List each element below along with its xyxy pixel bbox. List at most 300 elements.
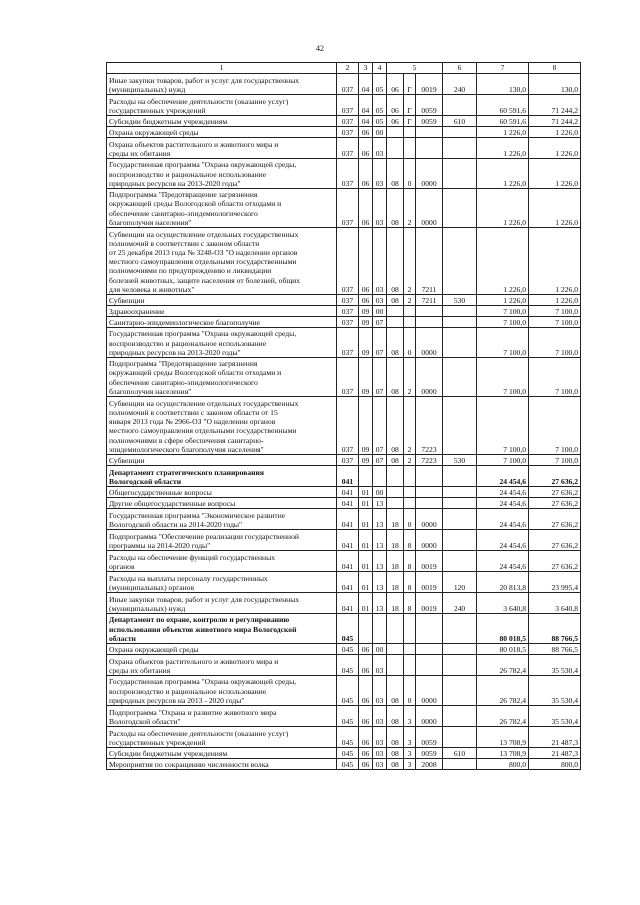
row-c8-cell: 27 636,2 xyxy=(529,466,581,487)
row-c8-cell: 800,0 xyxy=(529,759,581,770)
row-c3-cell: 06 xyxy=(359,655,373,676)
row-c8-cell: 7 100,0 xyxy=(529,306,581,317)
table-row xyxy=(107,306,581,317)
table-row xyxy=(107,509,581,530)
row-c7-cell: 24 454,6 xyxy=(477,487,529,498)
row-c7-cell: 7 100,0 xyxy=(477,455,529,466)
row-c3-cell: 09 xyxy=(359,317,373,328)
row-c2-cell: 045 xyxy=(337,727,359,748)
row-p3-cell xyxy=(416,644,443,655)
row-p1-cell: 08 xyxy=(387,455,404,466)
row-c3-cell: 09 xyxy=(359,397,373,455)
row-p2-cell: 0 xyxy=(404,676,416,706)
row-name-cell: Подпрограмма "Охрана и развитие животного мира Вологодской области" xyxy=(107,706,337,727)
row-name-cell: Здравоохранение xyxy=(107,306,337,317)
row-c4-cell: 03 xyxy=(373,295,387,306)
row-c7-cell: 60 591,6 xyxy=(477,95,529,116)
table-row xyxy=(107,655,581,676)
row-c3-cell: 04 xyxy=(359,95,373,116)
table-row xyxy=(107,727,581,748)
row-c8-cell: 1 226,0 xyxy=(529,189,581,228)
row-p1-cell: 08 xyxy=(387,295,404,306)
row-c2-cell: 041 xyxy=(337,572,359,593)
row-c3-cell: 01 xyxy=(359,498,373,509)
header-cell: 6 xyxy=(443,63,477,74)
row-p2-cell: 0 xyxy=(404,509,416,530)
row-c3-cell: 01 xyxy=(359,593,373,614)
row-c4-cell: 03 xyxy=(373,727,387,748)
row-c7-cell: 800,0 xyxy=(477,759,529,770)
row-p3-cell: 0059 xyxy=(416,727,443,748)
row-p1-cell: 18 xyxy=(387,551,404,572)
row-c4-cell xyxy=(373,614,387,644)
row-c8-cell: 7 100,0 xyxy=(529,358,581,397)
row-c6-cell xyxy=(443,487,477,498)
row-c6-cell xyxy=(443,159,477,189)
table-row xyxy=(107,572,581,593)
row-c6-cell xyxy=(443,466,477,487)
row-p3-cell: 7211 xyxy=(416,295,443,306)
row-p3-cell: 7223 xyxy=(416,455,443,466)
table-row xyxy=(107,127,581,138)
row-c6-cell xyxy=(443,306,477,317)
row-c4-cell: 03 xyxy=(373,189,387,228)
row-c8-cell: 23 995,4 xyxy=(529,572,581,593)
row-c4-cell: 13 xyxy=(373,572,387,593)
row-c6-cell xyxy=(443,317,477,328)
row-c3-cell: 06 xyxy=(359,727,373,748)
row-p2-cell xyxy=(404,498,416,509)
row-c8-cell: 1 226,0 xyxy=(529,138,581,159)
header-cell: 3 xyxy=(359,63,373,74)
row-c2-cell: 037 xyxy=(337,116,359,127)
table-row xyxy=(107,498,581,509)
row-c7-cell: 24 454,6 xyxy=(477,551,529,572)
row-p3-cell: 0000 xyxy=(416,530,443,551)
row-c2-cell: 041 xyxy=(337,530,359,551)
row-c2-cell: 037 xyxy=(337,328,359,358)
row-name-cell: Расходы на обеспечение функций государственных органов xyxy=(107,551,337,572)
row-c4-cell: 07 xyxy=(373,397,387,455)
row-c2-cell: 037 xyxy=(337,306,359,317)
row-p3-cell: 0000 xyxy=(416,706,443,727)
row-c7-cell: 24 454,6 xyxy=(477,509,529,530)
row-c4-cell: 05 xyxy=(373,116,387,127)
row-c3-cell: 01 xyxy=(359,530,373,551)
row-name-cell: Субвенции на осуществление отдельных государственных полномочий в соответствии с законом области от 25 декабря 2013 года № 3248-ОЗ "О наделении органов местного самоуправления отдельными государственными полномочиями по предупреждению и ликвидации болезней животных, защите населения от болезней, общих для человека и животных" xyxy=(107,228,337,295)
row-c6-cell xyxy=(443,614,477,644)
row-c8-cell: 71 244,2 xyxy=(529,116,581,127)
row-c2-cell: 037 xyxy=(337,228,359,295)
table-row xyxy=(107,748,581,759)
row-p3-cell: 7211 xyxy=(416,228,443,295)
row-p2-cell: 8 xyxy=(404,572,416,593)
row-name-cell: Государственная программа "Охрана окружающей среды, воспроизводство и рациональное использование природных ресурсов на 2013-2020 годы" xyxy=(107,328,337,358)
row-p1-cell: 08 xyxy=(387,676,404,706)
table-row xyxy=(107,228,581,295)
row-c7-cell: 7 100,0 xyxy=(477,328,529,358)
row-c2-cell: 037 xyxy=(337,138,359,159)
row-c2-cell: 045 xyxy=(337,644,359,655)
row-c2-cell: 045 xyxy=(337,676,359,706)
row-c4-cell: 13 xyxy=(373,530,387,551)
row-p3-cell: 0000 xyxy=(416,328,443,358)
row-name-cell: Расходы на выплаты персоналу государственных (муниципальных) органов xyxy=(107,572,337,593)
table-row xyxy=(107,328,581,358)
row-c4-cell: 03 xyxy=(373,748,387,759)
row-p3-cell: 7223 xyxy=(416,397,443,455)
row-name-cell: Субсидии бюджетным учреждениям xyxy=(107,748,337,759)
row-p1-cell: 08 xyxy=(387,397,404,455)
row-c7-cell: 3 640,8 xyxy=(477,593,529,614)
header-cell: 2 xyxy=(337,63,359,74)
row-c6-cell: 610 xyxy=(443,116,477,127)
row-c7-cell: 26 782,4 xyxy=(477,706,529,727)
row-p3-cell: 2008 xyxy=(416,759,443,770)
row-c4-cell: 03 xyxy=(373,706,387,727)
row-p2-cell: 3 xyxy=(404,706,416,727)
row-name-cell: Иные закупки товаров, работ и услуг для государственных (муниципальных) нужд xyxy=(107,74,337,95)
header-cell: 7 xyxy=(477,63,529,74)
row-c7-cell: 7 100,0 xyxy=(477,358,529,397)
row-c7-cell: 24 454,6 xyxy=(477,530,529,551)
row-c8-cell: 27 636,2 xyxy=(529,530,581,551)
row-c3-cell: 06 xyxy=(359,759,373,770)
row-c6-cell xyxy=(443,95,477,116)
row-name-cell: Субсидии бюджетным учреждениям xyxy=(107,116,337,127)
row-c7-cell: 1 226,0 xyxy=(477,159,529,189)
row-c6-cell xyxy=(443,759,477,770)
row-p1-cell: 08 xyxy=(387,159,404,189)
row-c7-cell: 13 708,9 xyxy=(477,748,529,759)
row-p2-cell xyxy=(404,127,416,138)
row-c3-cell: 06 xyxy=(359,138,373,159)
row-p1-cell xyxy=(387,127,404,138)
row-c4-cell: 03 xyxy=(373,159,387,189)
row-c2-cell: 041 xyxy=(337,487,359,498)
row-p1-cell: 18 xyxy=(387,530,404,551)
row-c2-cell: 037 xyxy=(337,358,359,397)
row-c4-cell: 13 xyxy=(373,593,387,614)
row-name-cell: Субвенции xyxy=(107,295,337,306)
row-p1-cell: 06 xyxy=(387,116,404,127)
row-c4-cell: 13 xyxy=(373,551,387,572)
row-p3-cell xyxy=(416,317,443,328)
row-c7-cell: 24 454,6 xyxy=(477,498,529,509)
row-name-cell: Подпрограмма "Обеспечение реализации государственной программы на 2014-2020 годы" xyxy=(107,530,337,551)
row-p2-cell xyxy=(404,644,416,655)
row-c7-cell: 7 100,0 xyxy=(477,317,529,328)
row-c6-cell xyxy=(443,189,477,228)
row-c2-cell: 037 xyxy=(337,455,359,466)
row-name-cell: Департамент по охране, контролю и регулированию использования объектов животного мира Вологодской области xyxy=(107,614,337,644)
row-c8-cell: 3 640,8 xyxy=(529,593,581,614)
row-c4-cell: 07 xyxy=(373,317,387,328)
row-c8-cell: 35 530,4 xyxy=(529,655,581,676)
row-c4-cell: 00 xyxy=(373,644,387,655)
row-c6-cell: 530 xyxy=(443,295,477,306)
row-p2-cell: Г xyxy=(404,116,416,127)
row-c2-cell: 041 xyxy=(337,551,359,572)
row-p2-cell: Г xyxy=(404,74,416,95)
row-c8-cell: 21 487,3 xyxy=(529,748,581,759)
row-c7-cell: 7 100,0 xyxy=(477,397,529,455)
row-p2-cell: 0 xyxy=(404,159,416,189)
row-c3-cell: 06 xyxy=(359,644,373,655)
row-p3-cell xyxy=(416,127,443,138)
table-row xyxy=(107,317,581,328)
row-p1-cell xyxy=(387,138,404,159)
row-name-cell: Охрана окружающей среды xyxy=(107,644,337,655)
row-c7-cell: 20 813,8 xyxy=(477,572,529,593)
row-c2-cell: 041 xyxy=(337,593,359,614)
row-c3-cell xyxy=(359,466,373,487)
row-c6-cell: 530 xyxy=(443,455,477,466)
row-c3-cell: 06 xyxy=(359,189,373,228)
row-c2-cell: 037 xyxy=(337,95,359,116)
row-c7-cell: 130,0 xyxy=(477,74,529,95)
row-name-cell: Другие общегосударственные вопросы xyxy=(107,498,337,509)
row-c3-cell: 06 xyxy=(359,706,373,727)
row-c2-cell: 037 xyxy=(337,317,359,328)
row-p3-cell: 0019 xyxy=(416,572,443,593)
row-p1-cell: 08 xyxy=(387,748,404,759)
row-p2-cell: 0 xyxy=(404,328,416,358)
row-p1-cell xyxy=(387,498,404,509)
table-row xyxy=(107,487,581,498)
row-c7-cell: 26 782,4 xyxy=(477,655,529,676)
row-p3-cell: 0059 xyxy=(416,116,443,127)
table-body xyxy=(107,63,581,770)
table-row xyxy=(107,159,581,189)
row-c6-cell xyxy=(443,228,477,295)
table-row xyxy=(107,95,581,116)
row-c8-cell: 7 100,0 xyxy=(529,455,581,466)
row-name-cell: Расходы на обеспечение деятельности (оказание услуг) государственных учреждений xyxy=(107,727,337,748)
row-c4-cell: 03 xyxy=(373,676,387,706)
row-p3-cell xyxy=(416,655,443,676)
row-c8-cell: 27 636,2 xyxy=(529,487,581,498)
row-c3-cell: 09 xyxy=(359,306,373,317)
row-c4-cell: 13 xyxy=(373,498,387,509)
table-row xyxy=(107,593,581,614)
row-c6-cell xyxy=(443,676,477,706)
row-name-cell: Субвенции на осуществление отдельных государственных полномочий в соответствии с законом области от 15 января 2013 года № 2966-ОЗ "О наделении органов местного самоуправления отдельными государственными полномочиями в сфере обеспечения санитарно- эпидемиологического благополучия населения" xyxy=(107,397,337,455)
table-row xyxy=(107,295,581,306)
row-c6-cell: 240 xyxy=(443,74,477,95)
row-c6-cell xyxy=(443,509,477,530)
row-c6-cell xyxy=(443,727,477,748)
row-name-cell: Расходы на обеспечение деятельности (оказание услуг) государственных учреждений xyxy=(107,95,337,116)
row-c2-cell: 041 xyxy=(337,466,359,487)
row-c7-cell: 7 100,0 xyxy=(477,306,529,317)
row-c8-cell: 27 636,2 xyxy=(529,551,581,572)
row-c4-cell: 05 xyxy=(373,74,387,95)
row-c8-cell: 130,0 xyxy=(529,74,581,95)
row-c3-cell: 06 xyxy=(359,228,373,295)
row-c6-cell xyxy=(443,397,477,455)
row-c6-cell: 120 xyxy=(443,572,477,593)
row-name-cell: Иные закупки товаров, работ и услуг для государственных (муниципальных) нужд xyxy=(107,593,337,614)
row-p2-cell: 3 xyxy=(404,748,416,759)
row-p2-cell: 2 xyxy=(404,228,416,295)
row-p1-cell: 18 xyxy=(387,572,404,593)
row-c7-cell: 80 018,5 xyxy=(477,644,529,655)
row-c7-cell: 80 018,5 xyxy=(477,614,529,644)
row-c7-cell: 1 226,0 xyxy=(477,189,529,228)
row-p2-cell xyxy=(404,614,416,644)
row-c4-cell: 03 xyxy=(373,759,387,770)
table-row xyxy=(107,397,581,455)
row-c3-cell xyxy=(359,614,373,644)
row-c2-cell: 045 xyxy=(337,759,359,770)
row-c2-cell: 041 xyxy=(337,498,359,509)
row-c3-cell: 06 xyxy=(359,295,373,306)
row-p3-cell xyxy=(416,138,443,159)
row-name-cell: Субвенции xyxy=(107,455,337,466)
row-p2-cell xyxy=(404,317,416,328)
row-p2-cell: 2 xyxy=(404,189,416,228)
row-p2-cell xyxy=(404,138,416,159)
row-c8-cell: 1 226,0 xyxy=(529,127,581,138)
row-c8-cell: 27 636,2 xyxy=(529,498,581,509)
row-c8-cell: 88 766,5 xyxy=(529,614,581,644)
row-p1-cell: 08 xyxy=(387,358,404,397)
row-c2-cell: 045 xyxy=(337,706,359,727)
row-p3-cell: 0000 xyxy=(416,676,443,706)
row-c4-cell: 05 xyxy=(373,95,387,116)
row-c2-cell: 037 xyxy=(337,127,359,138)
row-c4-cell: 03 xyxy=(373,655,387,676)
row-p2-cell: 2 xyxy=(404,358,416,397)
row-p3-cell xyxy=(416,498,443,509)
budget-table xyxy=(106,62,581,770)
row-p1-cell xyxy=(387,306,404,317)
row-p3-cell xyxy=(416,614,443,644)
header-cell: 1 xyxy=(107,63,337,74)
row-c2-cell: 041 xyxy=(337,509,359,530)
row-c2-cell: 037 xyxy=(337,74,359,95)
row-c6-cell xyxy=(443,138,477,159)
table-row xyxy=(107,706,581,727)
row-c6-cell: 240 xyxy=(443,593,477,614)
row-c2-cell: 037 xyxy=(337,189,359,228)
table-row xyxy=(107,466,581,487)
row-p3-cell: 0000 xyxy=(416,159,443,189)
row-c4-cell: 07 xyxy=(373,358,387,397)
row-c4-cell: 03 xyxy=(373,228,387,295)
table-row xyxy=(107,358,581,397)
row-c7-cell: 1 226,0 xyxy=(477,228,529,295)
row-p2-cell: 2 xyxy=(404,295,416,306)
row-c7-cell: 1 226,0 xyxy=(477,295,529,306)
row-c3-cell: 06 xyxy=(359,127,373,138)
row-name-cell: Мероприятия по сокращению численности волка xyxy=(107,759,337,770)
row-c8-cell: 7 100,0 xyxy=(529,328,581,358)
row-c3-cell: 01 xyxy=(359,551,373,572)
table-row xyxy=(107,551,581,572)
row-p3-cell xyxy=(416,487,443,498)
row-c3-cell: 09 xyxy=(359,358,373,397)
row-c3-cell: 01 xyxy=(359,487,373,498)
row-c4-cell xyxy=(373,466,387,487)
header-cell: 8 xyxy=(529,63,581,74)
row-c6-cell xyxy=(443,358,477,397)
row-c2-cell: 045 xyxy=(337,614,359,644)
row-c8-cell: 27 636,2 xyxy=(529,509,581,530)
row-c2-cell: 037 xyxy=(337,159,359,189)
row-c3-cell: 01 xyxy=(359,509,373,530)
table-row xyxy=(107,644,581,655)
header-cell: 5 xyxy=(387,63,443,74)
row-c3-cell: 06 xyxy=(359,676,373,706)
row-p2-cell: 8 xyxy=(404,530,416,551)
table-row xyxy=(107,455,581,466)
row-p1-cell xyxy=(387,655,404,676)
table-row xyxy=(107,189,581,228)
row-c6-cell xyxy=(443,328,477,358)
row-c8-cell: 88 766,5 xyxy=(529,644,581,655)
row-p2-cell: 8 xyxy=(404,551,416,572)
row-c3-cell: 06 xyxy=(359,748,373,759)
table-row xyxy=(107,530,581,551)
row-c6-cell xyxy=(443,706,477,727)
row-c8-cell: 21 487,3 xyxy=(529,727,581,748)
row-c4-cell: 00 xyxy=(373,127,387,138)
row-name-cell: Охрана объектов растительного и животного мира и среды их обитания xyxy=(107,655,337,676)
table-row xyxy=(107,74,581,95)
row-c3-cell: 04 xyxy=(359,74,373,95)
row-name-cell: Государственная программа "Охрана окружающей среды, воспроизводство и рациональное использование природных ресурсов на 2013-2020 годы" xyxy=(107,159,337,189)
row-p3-cell: 0000 xyxy=(416,189,443,228)
row-c2-cell: 045 xyxy=(337,748,359,759)
row-c4-cell: 00 xyxy=(373,487,387,498)
row-p1-cell: 08 xyxy=(387,228,404,295)
row-c8-cell: 1 226,0 xyxy=(529,159,581,189)
row-p3-cell: 0059 xyxy=(416,95,443,116)
row-c2-cell: 037 xyxy=(337,295,359,306)
table-row xyxy=(107,116,581,127)
row-name-cell: Подпрограмма "Предотвращение загрязнения окружающей среды Вологодской области отходами и обеспечение санитарно-эпидемиологического благополучия населения" xyxy=(107,189,337,228)
row-name-cell: Государственная программа "Экономическое развитие Вологодской области на 2014-2020 годы" xyxy=(107,509,337,530)
row-p3-cell xyxy=(416,306,443,317)
row-p1-cell: 08 xyxy=(387,759,404,770)
row-c6-cell xyxy=(443,498,477,509)
row-c4-cell: 03 xyxy=(373,138,387,159)
row-c4-cell: 07 xyxy=(373,328,387,358)
row-p1-cell: 08 xyxy=(387,727,404,748)
row-c3-cell: 09 xyxy=(359,455,373,466)
row-c6-cell xyxy=(443,644,477,655)
row-p2-cell xyxy=(404,306,416,317)
row-p3-cell: 0000 xyxy=(416,358,443,397)
row-c3-cell: 09 xyxy=(359,328,373,358)
row-c6-cell: 610 xyxy=(443,748,477,759)
row-c8-cell: 1 226,0 xyxy=(529,228,581,295)
row-c4-cell: 07 xyxy=(373,455,387,466)
row-name-cell: Государственная программа "Охрана окружающей среды, воспроизводство и рациональное использование природных ресурсов на 2013 - 2020 годы" xyxy=(107,676,337,706)
row-c3-cell: 06 xyxy=(359,159,373,189)
row-c4-cell: 00 xyxy=(373,306,387,317)
row-p2-cell: 3 xyxy=(404,759,416,770)
row-name-cell: Общегосударственные вопросы xyxy=(107,487,337,498)
row-c2-cell: 037 xyxy=(337,397,359,455)
row-p1-cell: 08 xyxy=(387,189,404,228)
row-c7-cell: 1 226,0 xyxy=(477,138,529,159)
row-p2-cell: Г xyxy=(404,95,416,116)
row-p1-cell xyxy=(387,487,404,498)
table-row xyxy=(107,759,581,770)
